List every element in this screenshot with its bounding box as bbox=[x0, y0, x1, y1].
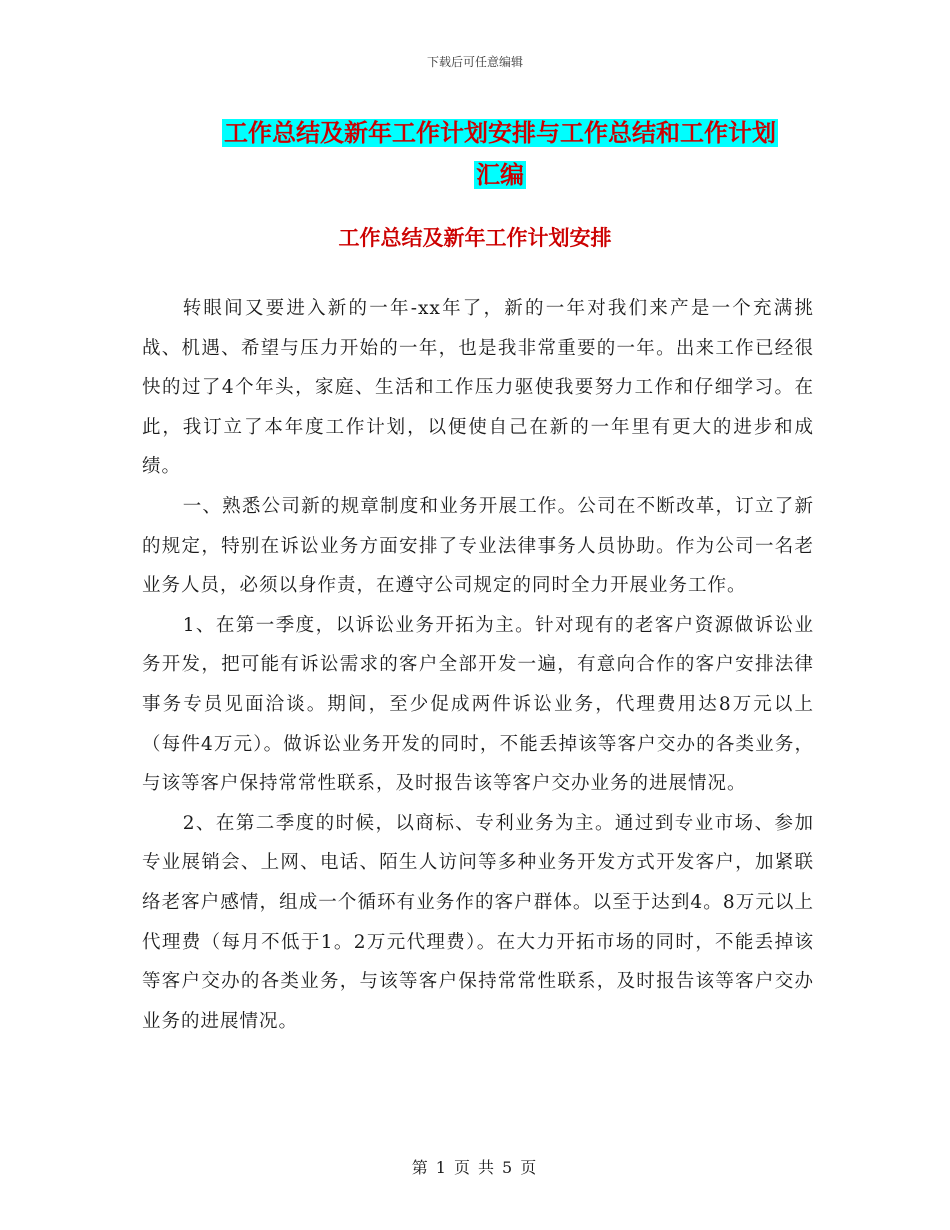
footer-page-number: 1 bbox=[435, 1158, 448, 1177]
section-title: 工作总结及新年工作计划安排 bbox=[338, 226, 612, 250]
footer-label-ye: 页 bbox=[453, 1158, 472, 1177]
document-title-line2: 汇编 bbox=[476, 161, 524, 189]
footer-total-pages: 5 bbox=[502, 1158, 515, 1177]
paragraph: 一、熟悉公司新的规章制度和业务开展工作。公司在不断改革，订立了新的规定，特别在诉讼业务方面安排了专业法律事务人员协助。作为公司一名老业务人员，必须以身作责，在遵守公司规定的同时全力开展业务工作。 bbox=[142, 495, 814, 597]
document-title bbox=[185, 112, 815, 196]
paragraph: 1、在第一季度，以诉讼业务开拓为主。针对现有的老客户资源做诉讼业务开发，把可能有诉讼需求的客户全部开发一遍，有意向合作的客户安排法律事务专员见面洽谈。期间，至少促成两件诉讼业务，代理费用达8万元以上（每件4万元）。做诉讼业务开发的同时，不能丢掉该等客户交办的各类业务，与该等客户保持常常性联系，及时报告该等客户交办业务的进展情况。 bbox=[142, 614, 814, 795]
footer-label-gong: 共 bbox=[478, 1158, 497, 1177]
page-footer bbox=[0, 1155, 950, 1178]
footer-label-di: 第 bbox=[411, 1158, 430, 1177]
document-title-line1: 工作总结及新年工作计划安排与工作总结和工作计划 bbox=[224, 119, 776, 147]
paragraph: 转眼间又要进入新的一年-xx年了，新的一年对我们来产是一个充满挑战、机遇、希望与压力开始的一年，也是我非常重要的一年。出来工作已经很快的过了4个年头，家庭、生活和工作压力驱使我要努力工作和仔细学习。在此，我订立了本年度工作计划，以便使自己在新的一年里有更大的进步和成绩。 bbox=[142, 298, 814, 478]
document-body bbox=[142, 289, 814, 1041]
paragraph: 2、在第二季度的时候，以商标、专利业务为主。通过到专业市场、参加专业展销会、上网、电话、陌生人访问等多种业务开发方式开发客户，加紧联络老客户感情，组成一个循环有业务作的客户群体。以至于达到4。8万元以上代理费（每月不低于1。2万元代理费）。在大力开拓市场的同时，不能丢掉该等客户交办的各类业务，与该等客户保持常常性联系，及时报告该等客户交办业务的进展情况。 bbox=[142, 812, 814, 1032]
footer-label-ye2: 页 bbox=[520, 1158, 539, 1177]
header-note: 下载后可任意编辑 bbox=[426, 55, 523, 69]
